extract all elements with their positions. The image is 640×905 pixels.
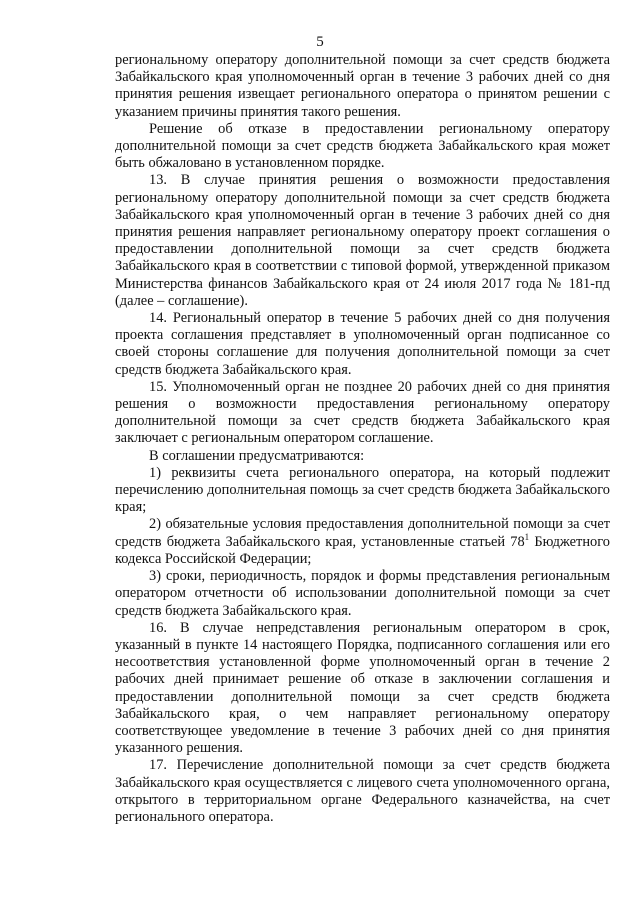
- list-item-1: 1) реквизиты счета регионального оператора, на который подлежит перечислению дополнительная помощь за счет средств бюджета Забайкальского края;: [115, 464, 610, 516]
- paragraph-agreement-intro: В соглашении предусматриваются:: [149, 447, 365, 464]
- document-body: [115, 52, 610, 826]
- paragraph-13: 13. В случае принятия решения о возможности предоставления региональному оператору дополнительной помощи за счет средств бюджета Забайкальского края уполномоченный орган в течение 3 рабочих дней со дня принятия решения направляет региональному оператору проект соглашения о предоставлении дополнительной помощи за счет средств бюджета Забайкальского края в соответствии с типовой формой, утвержденной приказом Министерства финансов Забайкальского края от 24 июля 2017 года № 181-пд (далее – соглашение).: [115, 172, 610, 309]
- paragraph-14: 14. Региональный оператор в течение 5 рабочих дней со дня получения проекта соглашения представляет в уполномоченный орган подписанное со своей стороны соглашение для получения дополнительной помощи за счет средств бюджета Забайкальского края.: [115, 310, 610, 378]
- list-item-3: 3) сроки, периодичность, порядок и формы представления региональным оператором отчетности об использовании дополнительной помощи за счет средств бюджета Забайкальского края.: [115, 568, 610, 619]
- paragraph-16: 16. В случае непредставления региональным оператором в срок, указанный в пункте 14 настоящего Порядка, подписанного соглашения или его несоответствия установленной форме уполномоченный орган в течение 2 рабочих дней принимает решение об отказе в заключении соглашения и предоставлении дополнительной помощи за счет средств бюджета Забайкальского края, о чем направляет региональному оператору соответствующее уведомление в течение 3 рабочих дней со дня принятия указанного решения.: [115, 619, 610, 757]
- list-item-2: [115, 516, 610, 568]
- list-item-2-text-end: Бюджетного кодекса Российской Федерации;: [115, 533, 610, 567]
- paragraph-appeal: Решение об отказе в предоставлении региональному оператору дополнительной помощи за счет средств бюджета Забайкальского края может быть обжаловано в установленном порядке.: [115, 120, 610, 172]
- list-item-2-text: 2) обязательные условия предоставления дополнительной помощи за счет средств бюджета Забайкальского края, установленные статьей 78: [115, 516, 610, 550]
- article-superscript: 1: [524, 531, 530, 542]
- paragraph-15: 15. Уполномоченный орган не позднее 20 рабочих дней со дня принятия решения о возможности предоставления региональному оператору дополнительной помощи за счет средств бюджета Забайкальского края заключает с региональным оператором соглашение.: [115, 378, 610, 447]
- paragraph-17: 17. Перечисление дополнительной помощи за счет средств бюджета Забайкальского края осуществляется с лицевого счета уполномоченного органа, открытого в территориальном органе Федерального казначейства, на счет регионального оператора.: [115, 757, 610, 825]
- paragraph-continuation: региональному оператору дополнительной помощи за счет средств бюджета Забайкальского края уполномоченный орган в течение 3 рабочих дней со дня принятия решения извещает регионального оператора о принятом решении с указанием причины принятия такого решения.: [115, 52, 610, 120]
- page-number: 5: [316, 34, 324, 50]
